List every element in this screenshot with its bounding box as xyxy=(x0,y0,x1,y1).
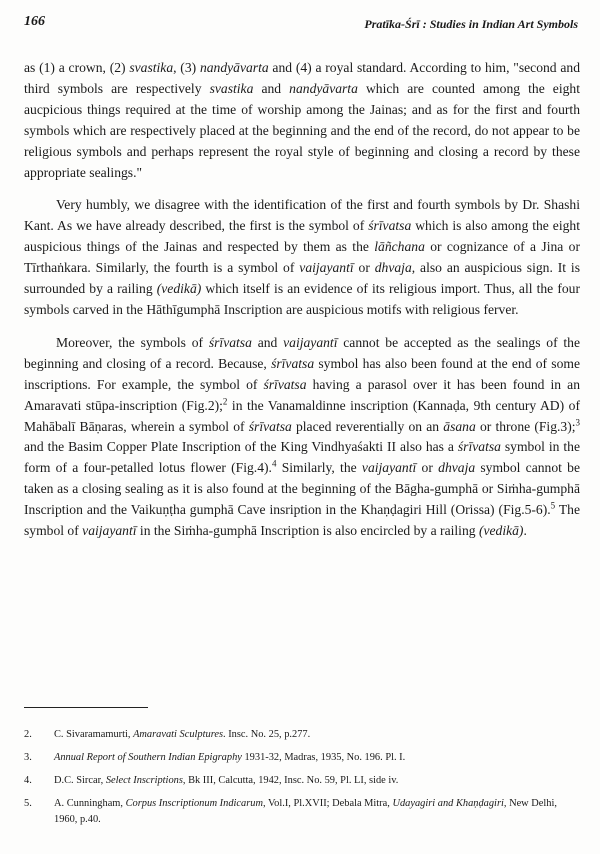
text-run: and the Basim Copper Plate Inscription of the King Vindhyaśakti II also has a xyxy=(24,439,458,455)
text-run: . Insc. No. 25, p.277. xyxy=(223,729,311,740)
italic-term: Udayagiri and Khaṇḍagiri xyxy=(392,798,504,809)
text-run: 1931-32, Madras, 1935, No. 196. Pl. I. xyxy=(241,752,406,763)
text-run: as (1) a crown, (2) xyxy=(24,60,130,75)
italic-term: śrīvatsa xyxy=(263,376,307,392)
footnote-text xyxy=(54,796,580,827)
text-run: , also an auspicious sign. It is surrounded by a railing xyxy=(24,260,580,297)
italic-term: śrīvatsa xyxy=(248,418,292,434)
footnote-number: 3. xyxy=(24,752,32,763)
text-run: or xyxy=(416,460,439,476)
footnote xyxy=(24,750,580,766)
italic-term: vaijayantī xyxy=(299,260,354,276)
footnote-divider xyxy=(24,707,148,708)
footnote-ref: 2 xyxy=(222,396,228,407)
footnote-number: 2. xyxy=(24,729,32,740)
footnote-number: 4. xyxy=(24,775,32,786)
text-run: and xyxy=(251,334,284,350)
text-run: placed reverentially on an xyxy=(291,418,444,434)
italic-term: nandyāvarta xyxy=(199,60,269,75)
text-run: in the Vanamaldinne inscription (Kannaḍa, 9th century AD) of Mahābalī Bāṇaras, wherein a symbol of xyxy=(24,397,580,434)
text-run: , Vol.I, Pl.XVII; Debala Mitra, xyxy=(262,798,393,809)
italic-term: vaijayantī xyxy=(283,334,338,350)
italic-term: lāñchana xyxy=(374,239,425,255)
italic-term: dhvaja xyxy=(374,260,412,276)
italic-term: śrīvatsa xyxy=(457,439,501,455)
text-run: which is also among the eight auspicious things of the Jainas and respected by them as the xyxy=(24,218,580,255)
text-run: C. Sivaramamurti, xyxy=(54,729,134,740)
running-title: Pratīka-Śrī : Studies in Indian Art Symbols xyxy=(364,17,578,31)
footnote-ref: 3 xyxy=(575,416,581,427)
paragraph xyxy=(24,195,580,320)
footnote-number: 5. xyxy=(24,798,32,809)
footnote-text xyxy=(54,750,580,766)
text-run: and xyxy=(253,80,290,96)
text-run: Similarly, the xyxy=(276,460,362,476)
text-run: or cognizance of a Jina or Tīrthaṅkara. Similarly, the fourth is a symbol of xyxy=(24,239,581,276)
text-run: symbol has also been found at the end of some inscriptions. For example, the symbol of xyxy=(24,355,580,392)
text-run: which itself is an evidence of its religious import. Thus, all the four symbols carved in the Hāthīgumphā Inscription are auspicious motifs with religious ferver. xyxy=(24,281,580,317)
footnote xyxy=(24,727,580,743)
text-run: The symbol of xyxy=(24,502,580,539)
text-run: or throne (Fig.3); xyxy=(475,418,576,434)
text-run: . xyxy=(523,523,527,539)
text-run: which are counted among the eight aucpicious things required at the time of worship among the Jainas; and as for the first and fourth symbols which are respectively placed at the beginning and the end of the record, do not appear to be religious symbols and perhaps represent the royal style of beginning and closing a record by these appropriate sealings." xyxy=(24,80,580,180)
italic-term: śrīvatsa xyxy=(271,355,315,371)
body-text xyxy=(24,58,580,554)
paragraph xyxy=(24,333,580,542)
italic-term: śrīvatsa xyxy=(368,218,412,234)
italic-term: vaijayantī xyxy=(361,460,417,476)
italic-term: (vedikā) xyxy=(478,523,524,539)
italic-term: dhvaja xyxy=(438,460,476,476)
italic-term: (vedikā) xyxy=(156,281,202,297)
italic-term: Amaravati Sculptures xyxy=(133,729,224,740)
footnote xyxy=(24,773,580,789)
footnote-text xyxy=(54,727,580,743)
paragraph xyxy=(24,58,580,183)
italic-term: svastika xyxy=(209,80,254,96)
italic-term: Annual Report of Southern Indian Epigraphy xyxy=(54,752,242,763)
text-run: symbol in the form of a four-petalled lotus flower (Fig.4). xyxy=(24,439,580,476)
footnotes xyxy=(24,727,580,835)
footnote-ref: 4 xyxy=(271,458,277,469)
text-run: A. Cunningham, xyxy=(54,798,126,809)
footnote-text xyxy=(54,773,580,789)
text-run: , New Delhi, 1960, p.40. xyxy=(54,798,557,825)
italic-term: āsana xyxy=(443,418,476,434)
italic-term: Select Inscriptions xyxy=(105,775,183,786)
italic-term: vaijayantī xyxy=(82,523,137,539)
italic-term: svastika xyxy=(129,60,174,75)
text-run: , (3) xyxy=(173,60,200,75)
text-run: having a parasol over it has been found in an Amaravati stūpa-inscription (Fig.2); xyxy=(24,376,580,413)
text-run: Moreover, the symbols of xyxy=(56,334,209,350)
italic-term: nandyāvarta xyxy=(289,80,358,96)
text-run: , Bk III, Calcutta, 1942, Insc. No. 59, Pl. LI, side iv. xyxy=(182,775,399,786)
page-number: 166 xyxy=(24,14,45,29)
text-run: Very humbly, we disagree with the identification of the first and fourth symbols by Dr. Shashi Kant. As we have already described, the first is the symbol of xyxy=(24,197,580,234)
italic-term: śrīvatsa xyxy=(208,334,252,350)
text-run: or xyxy=(353,260,375,276)
footnote xyxy=(24,796,580,827)
text-run: symbol cannot be taken as a closing sealing as it is also found at the beginning of the Bāgha-gumphā or Siṁha-gumphā Inscription and the Vaikuṇṭha gumphā Cave insription in the Khaṇḍagiri Hill (Orissa) (Fig.5-6). xyxy=(24,460,581,518)
text-run: cannot be accepted as the sealings of the beginning and closing of a record. Because, xyxy=(24,334,580,371)
text-run: in the Siṁha-gumphā Inscription is also encircled by a railing xyxy=(136,523,479,539)
footnote-ref: 5 xyxy=(550,500,556,511)
text-run: D.C. Sircar, xyxy=(54,775,106,786)
italic-term: Corpus Inscriptionum Indicarum xyxy=(125,798,263,809)
text-run: and (4) a royal standard. According to him, "second and third symbols are respectively xyxy=(24,60,581,96)
